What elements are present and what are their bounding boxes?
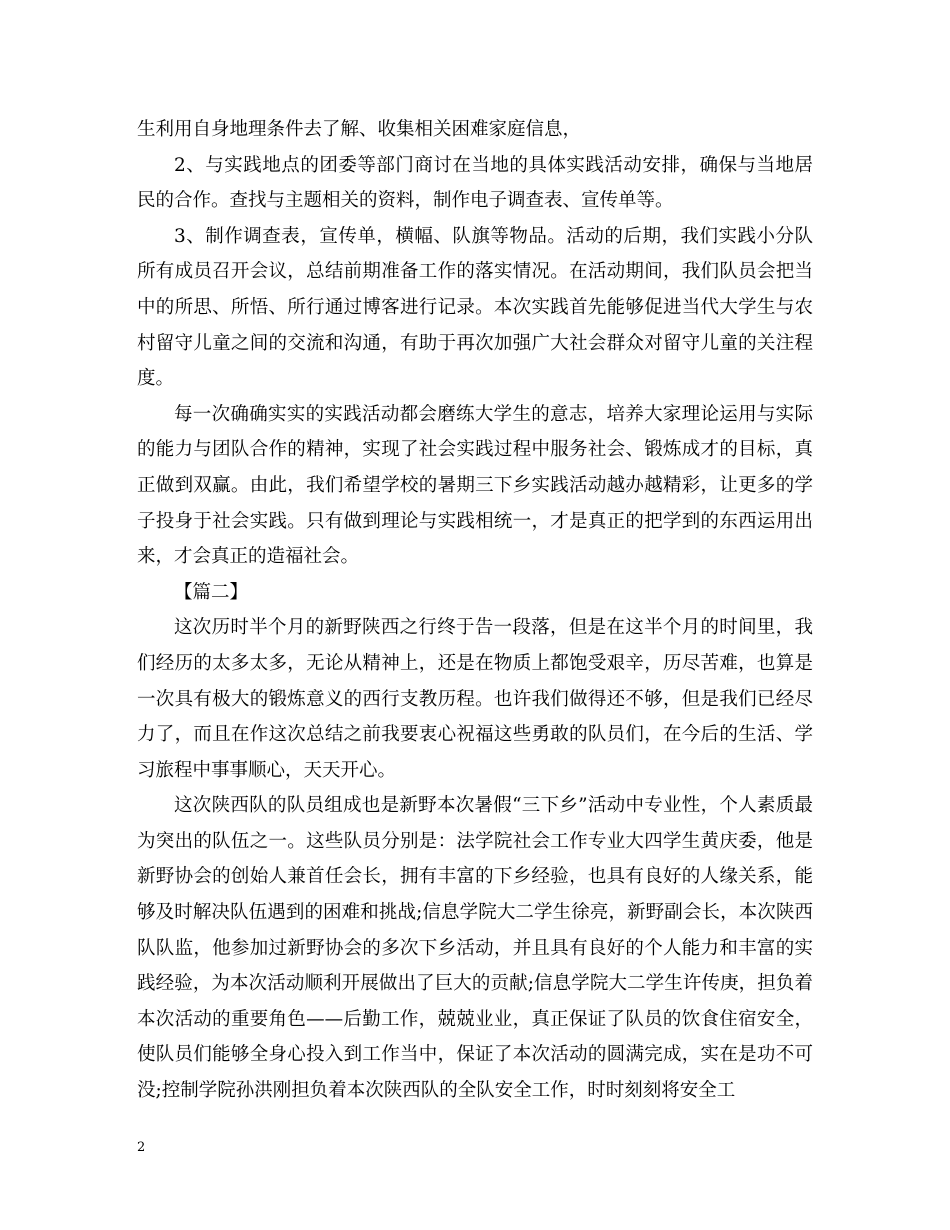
paragraph-continuation: 生利用自身地理条件去了解、收集相关困难家庭信息，: [137, 119, 582, 140]
section-heading: 【篇二】: [174, 581, 249, 603]
paragraph-team-members: 这次陕西队的队员组成也是新野本次暑假“三下乡”活动中专业性，个人素质最为突出的队伍之一。这些队员分别是：法学院社会工作专业大四学生黄庆委，他是新野协会的创始人兼首任会长，拥有丰富的下乡经验，也具有良好的人缘关系，能够及时解决队伍遇到的困难和挑战;信息学院大二学生徐亮，新野副会长，本次陕西队队监，他参加过新野协会的多次下乡活动，并且具有良好的个人能力和丰富的实践经验，为本次活动顺利开展做出了巨大的贡献;信息学院大二学生许传庚，担负着本次活动的重要角色——后勤工作，兢兢业业，真正保证了队员的饮食住宿安全，使队员们能够全身心投入到工作当中，保证了本次活动的圆满完成，实在是功不可没;控制学院孙洪刚担负着本次陕西队的全队安全工作，时时刻刻将安全工: [137, 795, 813, 1102]
paragraph-item-2: 2、与实践地点的团委等部门商讨在当地的具体实践活动安排，确保与当地居民的合作。查找与主题相关的资料，制作电子调查表、宣传单等。: [137, 154, 813, 212]
page-number: 2: [137, 1140, 146, 1155]
paragraph-intro: 这次历时半个月的新野陕西之行终于告一段落，但是在这半个月的时间里，我们经历的太多太多，无论从精神上，还是在物质上都饱受艰辛，历尽苦难，也算是一次具有极大的锻炼意义的西行支教历程。也许我们做得还不够，但是我们已经尽力了，而且在作这次总结之前我要衷心祝福这些勇敢的队员们，在今后的生活、学习旅程中事事顺心，天天开心。: [137, 617, 813, 781]
paragraph-summary: 每一次确确实实的实践活动都会磨练大学生的意志，培养大家理论运用与实际的能力与团队合作的精神，实现了社会实践过程中服务社会、锻炼成才的目标，真正做到双赢。由此，我们希望学校的暑期三下乡实践活动越办越精彩，让更多的学子投身于社会实践。只有做到理论与实践相统一，才是真正的把学到的东西运用出来，才会真正的造福社会。: [137, 403, 813, 568]
paragraph-item-3: 3、制作调查表，宣传单，横幅、队旗等物品。活动的后期，我们实践小分队所有成员召开会议，总结前期准备工作的落实情况。在活动期间，我们队员会把当中的所思、所悟、所行通过博客进行记录。本次实践首先能够促进当代大学生与农村留守儿童之间的交流和沟通，有助于再次加强广大社会群众对留守儿童的关注程度。: [137, 225, 813, 390]
document-body: [137, 112, 813, 1109]
